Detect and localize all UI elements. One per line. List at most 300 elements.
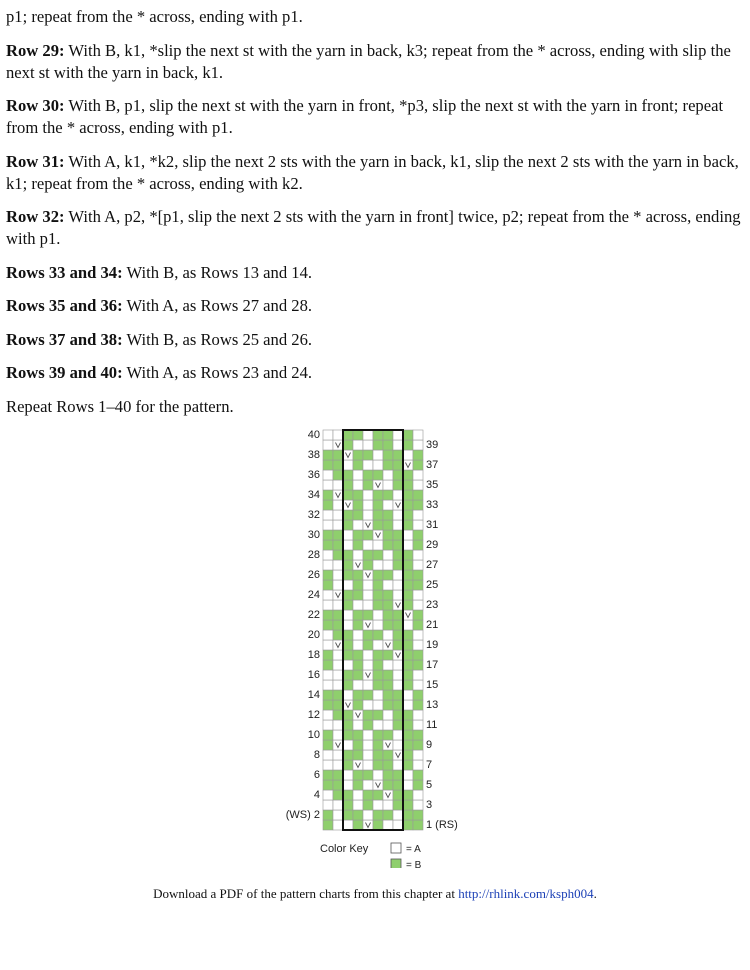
chart-cell bbox=[353, 670, 363, 680]
chart-cell bbox=[333, 780, 343, 790]
chart-cell bbox=[343, 820, 353, 830]
chart-cell bbox=[343, 810, 353, 820]
chart-cell bbox=[323, 690, 333, 700]
chart-cell bbox=[333, 630, 343, 640]
chart-cell bbox=[353, 680, 363, 690]
chart-cell bbox=[393, 480, 403, 490]
chart-cell bbox=[373, 610, 383, 620]
row-number-right: 5 bbox=[426, 779, 433, 791]
chart-cell bbox=[343, 660, 353, 670]
row-number-right: 13 bbox=[426, 699, 439, 711]
chart-cell bbox=[323, 810, 333, 820]
chart-cell bbox=[323, 590, 333, 600]
row-number-right: 21 bbox=[426, 619, 439, 631]
chart-cell bbox=[353, 770, 363, 780]
chart-cell bbox=[403, 430, 413, 440]
chart-cell bbox=[343, 680, 353, 690]
chart-cell bbox=[413, 660, 423, 670]
chart-cell bbox=[363, 720, 373, 730]
chart-cell bbox=[393, 450, 403, 460]
chart-cell bbox=[383, 820, 393, 830]
chart-cell bbox=[363, 500, 373, 510]
chart-cell bbox=[323, 490, 333, 500]
color-key-b-label: = B bbox=[406, 860, 422, 868]
chart-cell bbox=[333, 810, 343, 820]
chart-cell bbox=[373, 590, 383, 600]
chart-cell bbox=[323, 700, 333, 710]
chart-cell bbox=[323, 430, 333, 440]
chart-cell bbox=[383, 600, 393, 610]
chart-cell bbox=[393, 440, 403, 450]
chart-cell bbox=[393, 770, 403, 780]
chart-cell bbox=[323, 530, 333, 540]
chart-cell bbox=[353, 540, 363, 550]
chart-cell bbox=[393, 540, 403, 550]
chart-cell bbox=[373, 650, 383, 660]
chart-cell bbox=[333, 760, 343, 770]
paragraph-rows-35-36: Rows 35 and 36: With A, as Rows 27 and 28. bbox=[6, 296, 313, 315]
row-number-left: 26 bbox=[307, 569, 320, 581]
row-number-left: 30 bbox=[307, 529, 320, 541]
row-number-right: 39 bbox=[426, 439, 439, 451]
chart-cell bbox=[343, 780, 353, 790]
chart-cell bbox=[343, 490, 353, 500]
chart-cell bbox=[413, 770, 423, 780]
chart-cell bbox=[333, 660, 343, 670]
chart-cell bbox=[383, 510, 393, 520]
row-number-right: 11 bbox=[426, 719, 438, 731]
chart-cell bbox=[363, 440, 373, 450]
chart-cell bbox=[373, 470, 383, 480]
chart-cell bbox=[393, 680, 403, 690]
chart-cell bbox=[413, 800, 423, 810]
row-number-right: 3 bbox=[426, 799, 433, 811]
row-number-left: 18 bbox=[307, 649, 320, 661]
chart-cell bbox=[383, 730, 393, 740]
chart-cell bbox=[413, 460, 423, 470]
chart-cell bbox=[413, 570, 423, 580]
chart-cell bbox=[403, 620, 413, 630]
chart-cell bbox=[323, 730, 333, 740]
chart-cell bbox=[353, 790, 363, 800]
chart-cell bbox=[393, 510, 403, 520]
chart-cell bbox=[353, 480, 363, 490]
chart-cell bbox=[323, 560, 333, 570]
row-number-right: 9 bbox=[426, 739, 433, 751]
chart-cell bbox=[393, 570, 403, 580]
chart-cell bbox=[373, 560, 383, 570]
chart-cell bbox=[403, 690, 413, 700]
chart-cell bbox=[393, 720, 403, 730]
chart-cell bbox=[413, 550, 423, 560]
chart-cell bbox=[383, 570, 393, 580]
chart-cell bbox=[363, 650, 373, 660]
chart-cell bbox=[373, 710, 383, 720]
chart-cell bbox=[413, 560, 423, 570]
chart-cell bbox=[353, 600, 363, 610]
chart-cell bbox=[413, 620, 423, 630]
chart-cell bbox=[363, 790, 373, 800]
chart-cell bbox=[353, 580, 363, 590]
row-number-right: 29 bbox=[426, 539, 439, 551]
knitting-chart-svg bbox=[280, 428, 480, 868]
chart-cell bbox=[393, 520, 403, 530]
chart-cell bbox=[363, 590, 373, 600]
chart-cell bbox=[413, 470, 423, 480]
chart-cell bbox=[363, 660, 373, 670]
chart-cell bbox=[373, 520, 383, 530]
chart-cell bbox=[343, 580, 353, 590]
chart-cell bbox=[403, 800, 413, 810]
row-number-left: 12 bbox=[307, 709, 320, 721]
chart-cell bbox=[363, 780, 373, 790]
chart-cell bbox=[323, 570, 333, 580]
chart-cell bbox=[343, 600, 353, 610]
chart-cell bbox=[363, 600, 373, 610]
chart-cell bbox=[353, 450, 363, 460]
color-key-b-swatch bbox=[391, 859, 401, 868]
color-key-title: Color Key bbox=[320, 843, 369, 855]
chart-cell bbox=[333, 580, 343, 590]
color-key-a-label: = A bbox=[406, 844, 421, 855]
chart-cell bbox=[363, 740, 373, 750]
row-number-left: 40 bbox=[307, 429, 320, 441]
chart-cell bbox=[393, 550, 403, 560]
chart-cell bbox=[413, 590, 423, 600]
chart-cell bbox=[323, 540, 333, 550]
chart-cell bbox=[323, 770, 333, 780]
row-number-left: 38 bbox=[307, 449, 320, 461]
chart-cell bbox=[363, 430, 373, 440]
chart-cell bbox=[333, 790, 343, 800]
chart-cell bbox=[343, 670, 353, 680]
chart-cell bbox=[413, 690, 423, 700]
chart-cell bbox=[393, 430, 403, 440]
chart-cell bbox=[363, 640, 373, 650]
chart-cell bbox=[343, 790, 353, 800]
chart-cell bbox=[323, 440, 333, 450]
chart-cell bbox=[323, 650, 333, 660]
chart-cell bbox=[403, 590, 413, 600]
paragraph-rows-39-40: Rows 39 and 40: With A, as Rows 23 and 24. bbox=[6, 363, 313, 382]
row-number-left: 20 bbox=[307, 629, 320, 641]
chart-cell bbox=[403, 680, 413, 690]
row-number-left: 4 bbox=[313, 789, 320, 801]
chart-cell bbox=[333, 430, 343, 440]
chart-cell bbox=[323, 780, 333, 790]
chart-cell bbox=[373, 430, 383, 440]
chart-cell bbox=[333, 620, 343, 630]
chart-cell bbox=[383, 770, 393, 780]
chart-cell bbox=[333, 720, 343, 730]
chart-cell bbox=[393, 630, 403, 640]
chart-cell bbox=[353, 510, 363, 520]
chart-cell bbox=[343, 470, 353, 480]
chart-cell bbox=[413, 720, 423, 730]
row-number-right: 33 bbox=[426, 499, 439, 511]
chart-cell bbox=[373, 750, 383, 760]
chart-cell bbox=[333, 550, 343, 560]
row-number-right: 27 bbox=[426, 559, 439, 571]
row-number-right: 17 bbox=[426, 659, 439, 671]
chart-cell bbox=[373, 440, 383, 450]
chart-cell bbox=[363, 580, 373, 590]
chart-cell bbox=[363, 730, 373, 740]
chart-cell bbox=[383, 660, 393, 670]
chart-cell bbox=[373, 720, 383, 730]
chart-cell bbox=[403, 670, 413, 680]
chart-cell bbox=[363, 530, 373, 540]
chart-cell bbox=[353, 470, 363, 480]
chart-cell bbox=[343, 730, 353, 740]
chart-cell bbox=[323, 720, 333, 730]
chart-cell bbox=[403, 500, 413, 510]
chart-cell bbox=[403, 630, 413, 640]
chart-cell bbox=[383, 500, 393, 510]
chart-cell bbox=[353, 730, 363, 740]
chart-cell bbox=[343, 640, 353, 650]
row-number-right: 19 bbox=[426, 639, 439, 651]
chart-cell bbox=[343, 760, 353, 770]
chart-cell bbox=[403, 570, 413, 580]
row-number-left: 6 bbox=[313, 769, 320, 781]
chart-cell bbox=[333, 690, 343, 700]
chart-cell bbox=[373, 820, 383, 830]
chart-cell bbox=[323, 580, 333, 590]
chart-cell bbox=[403, 540, 413, 550]
chart-cell bbox=[403, 520, 413, 530]
chart-cell bbox=[413, 530, 423, 540]
chart-cell bbox=[333, 540, 343, 550]
chart-cell bbox=[383, 470, 393, 480]
chart-cell bbox=[323, 510, 333, 520]
chart-cell bbox=[403, 650, 413, 660]
chart-cell bbox=[413, 580, 423, 590]
paragraph-rows-37-38: Rows 37 and 38: With B, as Rows 25 and 26. bbox=[6, 329, 313, 349]
chart-cell bbox=[363, 470, 373, 480]
chart-cell bbox=[393, 610, 403, 620]
row-number-left: 34 bbox=[307, 489, 320, 501]
chart-cell bbox=[343, 480, 353, 490]
chart-cell bbox=[323, 660, 333, 670]
chart-cell bbox=[323, 600, 333, 610]
chart-cell bbox=[343, 440, 353, 450]
chart-cell bbox=[413, 730, 423, 740]
chart-cell bbox=[373, 450, 383, 460]
chart-cell bbox=[403, 730, 413, 740]
chart-pdf-link[interactable]: http://rhlink.com/ksph004 bbox=[458, 886, 594, 901]
chart-cell bbox=[363, 480, 373, 490]
chart-cell bbox=[343, 690, 353, 700]
chart-cell bbox=[393, 700, 403, 710]
chart-cell bbox=[333, 820, 343, 830]
chart-cell bbox=[353, 630, 363, 640]
row-number-right: 7 bbox=[426, 759, 433, 771]
chart-cell bbox=[393, 820, 403, 830]
row-number-left: 16 bbox=[307, 669, 320, 681]
chart-cell bbox=[413, 500, 423, 510]
chart-cell bbox=[353, 590, 363, 600]
chart-cell bbox=[343, 590, 353, 600]
chart-cell bbox=[343, 620, 353, 630]
chart-cell bbox=[353, 640, 363, 650]
chart-cell bbox=[383, 680, 393, 690]
chart-cell bbox=[393, 690, 403, 700]
chart-cell bbox=[413, 430, 423, 440]
chart-cell bbox=[403, 440, 413, 450]
chart-cell bbox=[323, 740, 333, 750]
chart-cell bbox=[373, 490, 383, 500]
chart-cell bbox=[363, 750, 373, 760]
chart-cell bbox=[353, 810, 363, 820]
chart-cell bbox=[323, 760, 333, 770]
chart-cell bbox=[323, 680, 333, 690]
chart-cell bbox=[353, 700, 363, 710]
chart-cell bbox=[373, 700, 383, 710]
chart-cell bbox=[323, 620, 333, 630]
paragraph-row-29: Row 29: With B, k1, *slip the next st with the yarn in back, k3; repeat from the * across, ending with slip the next st with the yarn in back, k1. bbox=[6, 40, 731, 82]
chart-cell bbox=[333, 470, 343, 480]
chart-cell bbox=[413, 610, 423, 620]
chart-cell bbox=[343, 510, 353, 520]
chart-cell bbox=[383, 670, 393, 680]
chart-cell bbox=[373, 600, 383, 610]
chart-cell bbox=[413, 780, 423, 790]
row-number-right: 23 bbox=[426, 599, 439, 611]
chart-cell bbox=[413, 480, 423, 490]
chart-cell bbox=[393, 660, 403, 670]
chart-cell bbox=[383, 490, 393, 500]
chart-cell bbox=[383, 540, 393, 550]
chart-cell bbox=[323, 670, 333, 680]
chart-cell bbox=[333, 510, 343, 520]
chart-cell bbox=[383, 720, 393, 730]
chart-cell bbox=[403, 550, 413, 560]
chart-cell bbox=[403, 750, 413, 760]
chart-cell bbox=[393, 640, 403, 650]
chart-cell bbox=[393, 620, 403, 630]
chart-cell bbox=[413, 750, 423, 760]
chart-cell bbox=[323, 550, 333, 560]
chart-cell bbox=[353, 690, 363, 700]
chart-cell bbox=[343, 650, 353, 660]
chart-cell bbox=[353, 460, 363, 470]
chart-cell bbox=[383, 580, 393, 590]
footer-note: Download a PDF of the pattern charts from this chapter at http://rhlink.com/ksph004. bbox=[153, 886, 597, 901]
chart-cell bbox=[403, 720, 413, 730]
chart-cell bbox=[323, 610, 333, 620]
chart-cell bbox=[333, 570, 343, 580]
chart-cell bbox=[413, 810, 423, 820]
chart-cell bbox=[373, 640, 383, 650]
chart-cell bbox=[403, 560, 413, 570]
chart-cell bbox=[373, 690, 383, 700]
chart-cell bbox=[393, 670, 403, 680]
chart-cell bbox=[413, 680, 423, 690]
chart-cell bbox=[333, 530, 343, 540]
chart-cell bbox=[373, 540, 383, 550]
paragraph-row-32: Row 32: With A, p2, *[p1, slip the next 2 sts with the yarn in front] twice, p2; repeat from the * across, ending with p1. bbox=[6, 207, 741, 248]
chart-cell bbox=[353, 530, 363, 540]
chart-cell bbox=[333, 730, 343, 740]
ws-row-label: (WS) 2 bbox=[285, 809, 320, 821]
color-key-a-swatch bbox=[391, 843, 401, 853]
row-number-right: 37 bbox=[426, 459, 439, 471]
chart-cell bbox=[373, 620, 383, 630]
instructions-text bbox=[6, 6, 741, 429]
chart-cell bbox=[343, 720, 353, 730]
chart-cell bbox=[373, 460, 383, 470]
chart-cell bbox=[393, 740, 403, 750]
chart-cell bbox=[373, 580, 383, 590]
chart-cell bbox=[333, 610, 343, 620]
chart-cell bbox=[343, 800, 353, 810]
chart-cell bbox=[383, 710, 393, 720]
chart-cell bbox=[393, 810, 403, 820]
chart-cell bbox=[343, 610, 353, 620]
chart-cell bbox=[403, 470, 413, 480]
chart-cell bbox=[393, 760, 403, 770]
chart-cell bbox=[343, 750, 353, 760]
chart-cell bbox=[363, 450, 373, 460]
row-number-left: 24 bbox=[307, 589, 320, 601]
chart-cell bbox=[343, 540, 353, 550]
chart-cell bbox=[373, 800, 383, 810]
chart-cell bbox=[373, 740, 383, 750]
paragraph-rows-33-34: Rows 33 and 34: With B, as Rows 13 and 14. bbox=[6, 262, 313, 282]
chart-cell bbox=[403, 700, 413, 710]
chart-cell bbox=[413, 790, 423, 800]
chart-cell bbox=[383, 520, 393, 530]
chart-cell bbox=[353, 660, 363, 670]
chart-cell bbox=[393, 580, 403, 590]
chart-cell bbox=[343, 770, 353, 780]
chart-cell bbox=[353, 750, 363, 760]
chart-cell bbox=[383, 480, 393, 490]
chart-cell bbox=[403, 530, 413, 540]
chart-cell bbox=[373, 550, 383, 560]
chart-cell bbox=[343, 550, 353, 560]
chart-cell bbox=[363, 710, 373, 720]
chart-cell bbox=[333, 710, 343, 720]
chart-cell bbox=[373, 570, 383, 580]
chart-cell bbox=[383, 560, 393, 570]
chart-cell bbox=[383, 610, 393, 620]
chart-cell bbox=[353, 610, 363, 620]
chart-cell bbox=[373, 770, 383, 780]
chart-cell bbox=[403, 510, 413, 520]
chart-cell bbox=[383, 430, 393, 440]
chart-cell bbox=[363, 800, 373, 810]
chart-cell bbox=[403, 490, 413, 500]
chart-cell bbox=[383, 700, 393, 710]
chart-cell bbox=[333, 500, 343, 510]
chart-cell bbox=[413, 540, 423, 550]
rs-row-label: 1 (RS) bbox=[426, 819, 458, 831]
chart-cell bbox=[383, 760, 393, 770]
chart-cell bbox=[383, 530, 393, 540]
chart-cell bbox=[353, 430, 363, 440]
chart-cell bbox=[383, 650, 393, 660]
chart-cell bbox=[373, 680, 383, 690]
chart-cell bbox=[323, 820, 333, 830]
chart-cell bbox=[353, 650, 363, 660]
chart-cell bbox=[373, 760, 383, 770]
chart-cell bbox=[353, 500, 363, 510]
chart-cell bbox=[363, 610, 373, 620]
chart-cell bbox=[323, 710, 333, 720]
paragraph-repeat: Repeat Rows 1–40 for the pattern. bbox=[6, 396, 234, 416]
